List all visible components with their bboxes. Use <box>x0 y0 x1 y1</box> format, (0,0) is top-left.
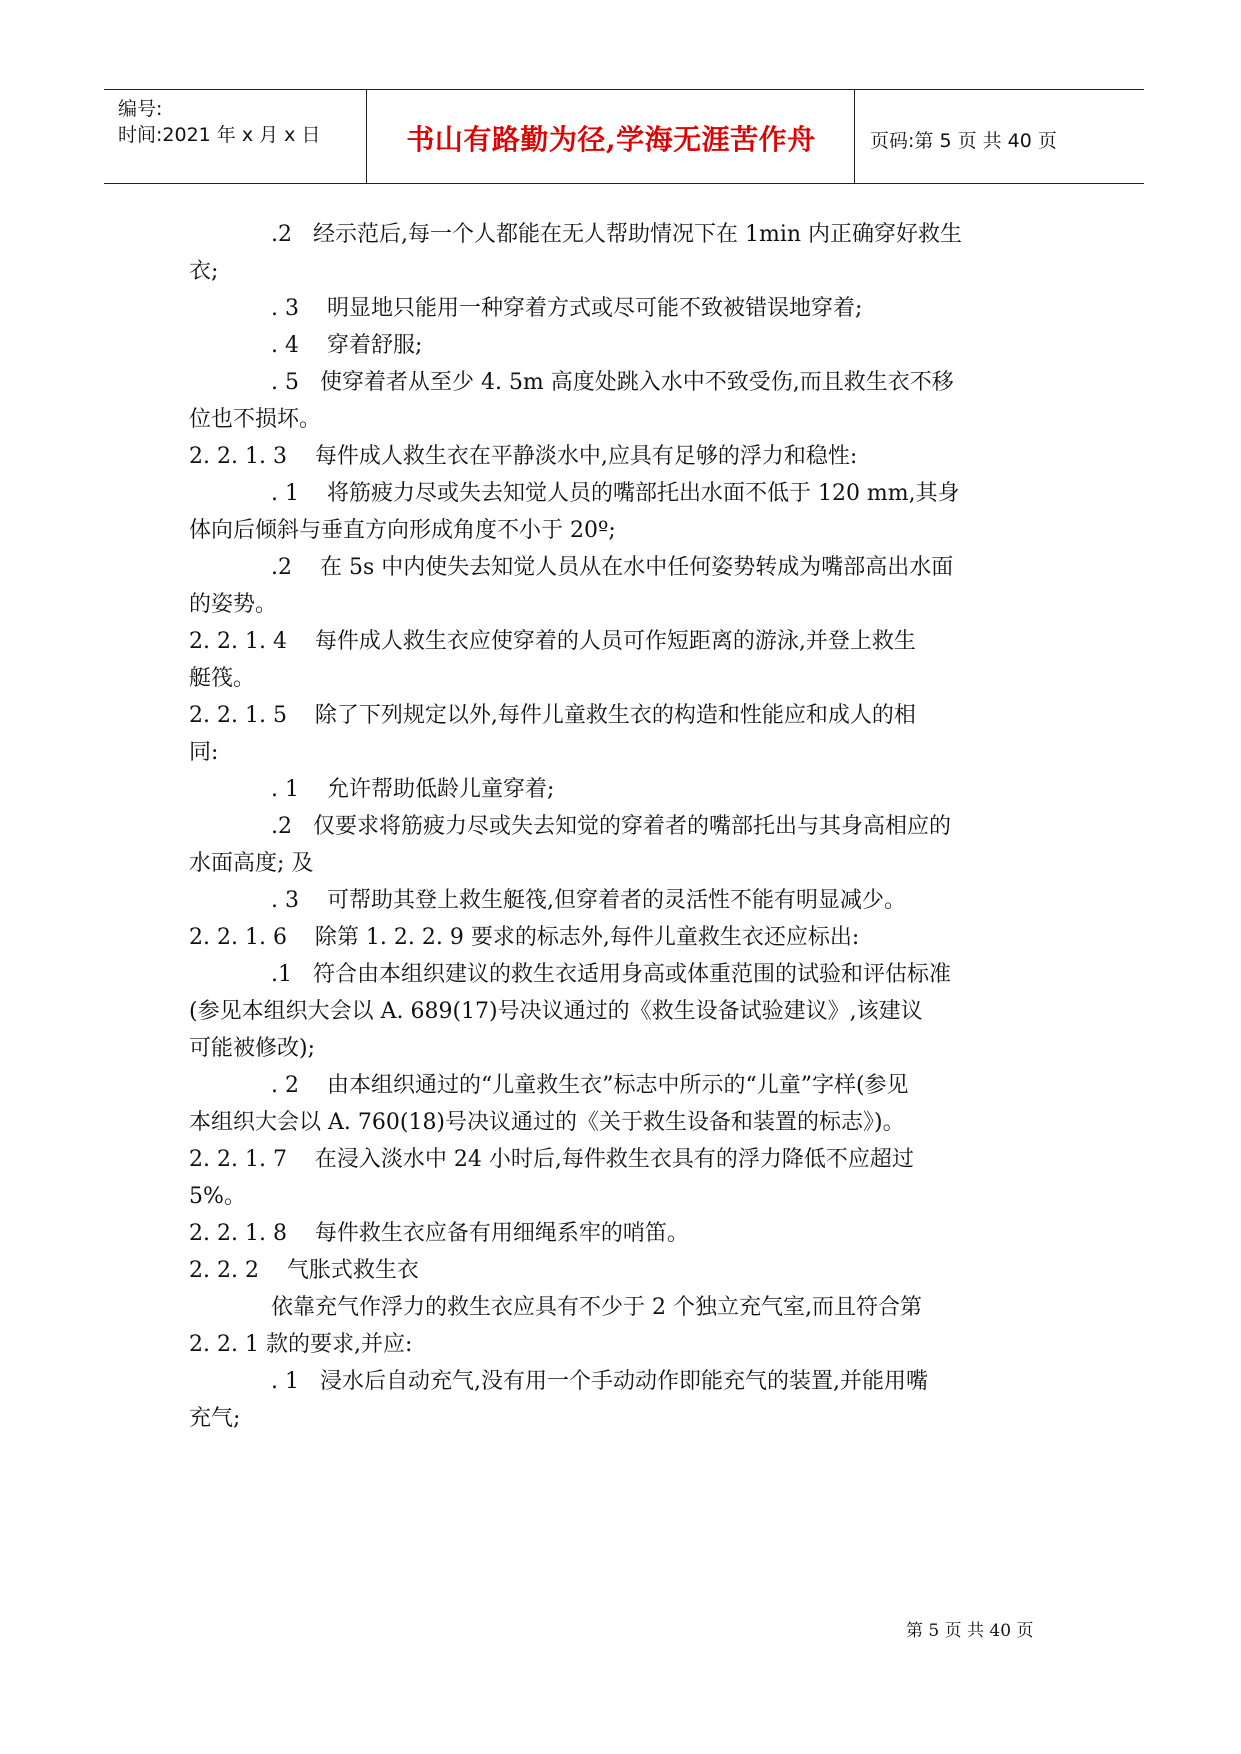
body-line: 本组织大会以 A. 760(18)号决议通过的《关于救生设备和装置的标志》)。 <box>189 1110 905 1135</box>
header-left-cell <box>104 90 367 183</box>
body-line: 同: <box>189 740 219 765</box>
body-line: (参见本组织大会以 A. 689(17)号决议通过的《救生设备试验建议》,该建议 <box>189 999 923 1024</box>
body-line: . 3 可帮助其登上救生艇筏,但穿着者的灵活性不能有明显减少。 <box>271 888 906 913</box>
page-code: 页码:第 5 页 共 40 页 <box>870 130 1057 152</box>
body-line: 2. 2. 1. 6 除第 1. 2. 2. 9 要求的标志外,每件儿童救生衣还应标出: <box>189 925 860 950</box>
body-line: 艇筏。 <box>189 666 256 691</box>
body-line: . 1 允许帮助低龄儿童穿着; <box>271 777 555 802</box>
body-line: 2. 2. 2 气胀式救生衣 <box>189 1258 419 1283</box>
body-line: 的姿势。 <box>189 592 278 617</box>
body-line: .2 仅要求将筋疲力尽或失去知觉的穿着者的嘴部托出与其身高相应的 <box>271 814 951 839</box>
body-line: 水面高度; 及 <box>189 851 314 876</box>
body-line: . 3 明显地只能用一种穿着方式或尽可能不致被错误地穿着; <box>271 296 863 321</box>
body-line: 依靠充气作浮力的救生衣应具有不少于 2 个独立充气室,而且符合第 <box>271 1295 922 1320</box>
body-line: .1 符合由本组织建议的救生衣适用身高或体重范围的试验和评估标准 <box>271 962 951 987</box>
body-line: 位也不损坏。 <box>189 407 322 432</box>
body-line: 2. 2. 1. 5 除了下列规定以外,每件儿童救生衣的构造和性能应和成人的相 <box>189 703 916 728</box>
page-footer: 第 5 页 共 40 页 <box>906 1621 1034 1641</box>
header-middle-cell <box>368 90 855 183</box>
body-line: .2 在 5s 中内使失去知觉人员从在水中任何姿势转成为嘴部高出水面 <box>271 555 954 580</box>
body-line: . 2 由本组织通过的“儿童救生衣”标志中所示的“儿童”字样(参见 <box>271 1073 909 1098</box>
body-line: 体向后倾斜与垂直方向形成角度不小于 20º; <box>189 518 616 543</box>
body-line: 2. 2. 1. 7 在浸入淡水中 24 小时后,每件救生衣具有的浮力降低不应超过 <box>189 1147 914 1172</box>
body-line: 2. 2. 1 款的要求,并应: <box>189 1332 413 1357</box>
body-line: 衣; <box>189 259 219 284</box>
body-line: 2. 2. 1. 4 每件成人救生衣应使穿着的人员可作短距离的游泳,并登上救生 <box>189 629 916 654</box>
body-line: 2. 2. 1. 3 每件成人救生衣在平静淡水中,应具有足够的浮力和稳性: <box>189 444 858 469</box>
body-line: 2. 2. 1. 8 每件救生衣应备有用细绳系牢的哨笛。 <box>189 1221 689 1246</box>
page-header <box>104 89 1144 184</box>
body-line: . 1 将筋疲力尽或失去知觉人员的嘴部托出水面不低于 120 mm,其身 <box>271 481 960 506</box>
body-line: 充气; <box>189 1406 241 1431</box>
body-line: 5%。 <box>189 1184 246 1209</box>
body-line: 可能被修改); <box>189 1036 315 1061</box>
time-label: 时间:2021 年 x 月 x 日 <box>118 124 321 146</box>
body-line: .2 经示范后,每一个人都能在无人帮助情况下在 1min 内正确穿好救生 <box>271 222 963 247</box>
body-line: . 4 穿着舒服; <box>271 333 423 358</box>
motto: 书山有路勤为径,学海无涯苦作舟 <box>406 123 816 156</box>
number-label: 编号: <box>118 98 163 120</box>
header-right-cell <box>856 90 1144 183</box>
body-line: . 1 浸水后自动充气,没有用一个手动动作即能充气的装置,并能用嘴 <box>271 1369 928 1394</box>
body-line: . 5 使穿着者从至少 4. 5m 高度处跳入水中不致受伤,而且救生衣不移 <box>271 370 954 395</box>
